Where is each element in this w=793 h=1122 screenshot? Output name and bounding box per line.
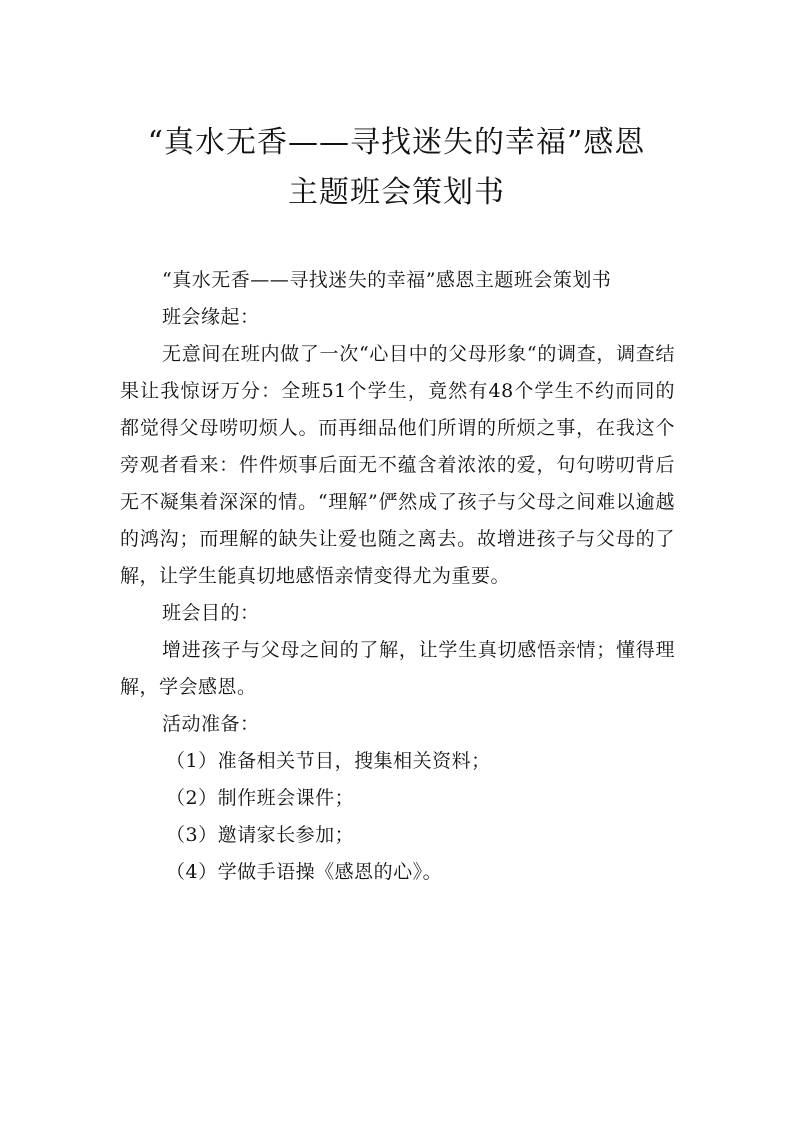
title-line-2: 主题班会策划书 xyxy=(288,175,505,210)
document-title xyxy=(110,118,683,218)
goal-heading: 班会目的： xyxy=(162,602,260,624)
document-body xyxy=(120,262,675,891)
prep-item: （3）邀请家长参加； xyxy=(166,824,355,846)
goal-paragraph: 增进孩子与父母之间的了解，让学生真切感悟亲情；懂得理解，学会感恩。 xyxy=(120,639,675,698)
prep-item: （2）制作班会课件； xyxy=(166,787,355,809)
origin-heading: 班会缘起： xyxy=(162,306,260,328)
prep-item: （1）准备相关节目，搜集相关资料； xyxy=(166,750,491,772)
prep-item: （4）学做手语操《感恩的心》。 xyxy=(166,861,443,883)
prep-heading: 活动准备： xyxy=(162,713,260,735)
origin-paragraph: 无意间在班内做了一次“心目中的父母形象“的调查，调查结果让我惊讶万分：全班51个学生，竟然有48个学生不约而同的都觉得父母唠叨烦人。而再细品他们所谓的所烦之事，在我这个旁观者看来：件件烦事后面无不蕴含着浓浓的爱，句句唠叨背后无不凝集着深深的情。“理解”俨然成了孩子与父母之间难以逾越的鸿沟；而理解的缺失让爱也随之离去。故增进孩子与父母的了解，让学生能真切地感悟亲情变得尤为重要。 xyxy=(120,343,675,587)
title-line-1: “真水无香——寻找迷失的幸福”感恩 xyxy=(147,125,646,160)
subtitle-paragraph: “真水无香——寻找迷失的幸福”感恩主题班会策划书 xyxy=(162,269,612,291)
